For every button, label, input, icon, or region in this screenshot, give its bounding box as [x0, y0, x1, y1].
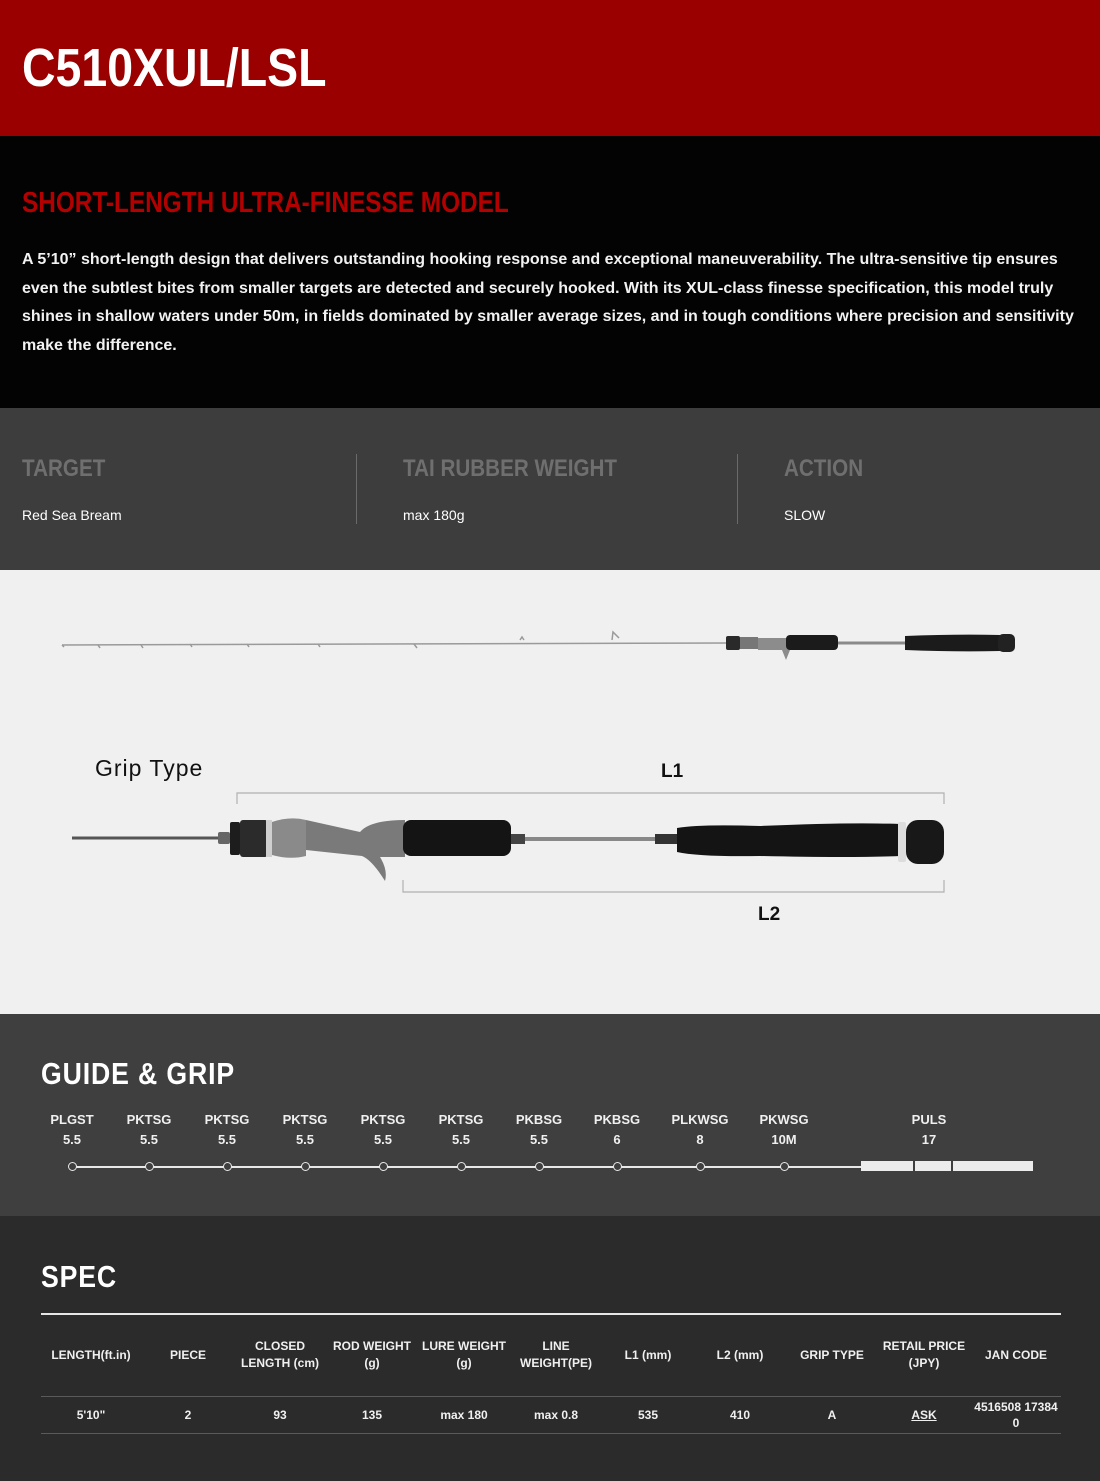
- spec-header: PIECE: [169, 1347, 206, 1362]
- grip-type-label: Grip Type: [95, 755, 204, 781]
- stat-action: [784, 454, 876, 524]
- guide-size: 5.5: [451, 1132, 471, 1147]
- guide-dot: [379, 1162, 388, 1171]
- spec-header: LINE WEIGHT(PE): [520, 1339, 592, 1371]
- stat-divider: [737, 454, 738, 524]
- guide-item: [265, 1110, 345, 1150]
- guide-dot: [68, 1162, 77, 1171]
- rod-image-panel: [0, 570, 1100, 1014]
- guide-size: 5.5: [529, 1132, 549, 1147]
- guide-name: PKTSG: [126, 1112, 172, 1127]
- intro-description: A 5’10” short-length design that delivers outstanding hooking response and exceptional maneuverability. The ultra-sensitive tip ensures even the subtlest bites from smaller targets are detected and securely hooked. With its XUL-class finesse specification, this model truly shines in shallow waters under 50m, in fields dominated by smaller average sizes, and in tough conditions where precision and sensitivity make the difference.: [22, 251, 1074, 354]
- stat-tai-rubber-weight: [403, 454, 652, 524]
- guide-dot: [535, 1162, 544, 1171]
- stat-target: [22, 454, 122, 524]
- guide-grip-section: [0, 1014, 1100, 1216]
- spec-cell: 5'10": [76, 1407, 106, 1422]
- table-row: [41, 1396, 1061, 1433]
- spec-header: L1 (mm): [624, 1347, 672, 1362]
- guide-name: PKBSG: [593, 1112, 641, 1127]
- stat-label: TAI RUBBER WEIGHT: [403, 455, 618, 482]
- stat-divider: [356, 454, 357, 524]
- spec-cell: [877, 1396, 971, 1433]
- spec-cell: max 0.8: [533, 1407, 579, 1422]
- spec-cell: 4516508 17384 0: [974, 1399, 1058, 1430]
- rod-illustration: [0, 570, 1100, 1014]
- spec-header: L2 (mm): [716, 1347, 764, 1362]
- guide-name: PLKWSG: [671, 1112, 729, 1127]
- stat-value: max 180g: [403, 507, 465, 523]
- grip-closeup-image: [72, 818, 944, 881]
- grip-item: [889, 1110, 969, 1150]
- spec-header: CLOSED LENGTH (cm): [241, 1339, 319, 1371]
- spec-header: ROD WEIGHT (g): [333, 1339, 411, 1371]
- stat-value: SLOW: [784, 507, 826, 523]
- guide-dot: [223, 1162, 232, 1171]
- grip-segment: [953, 1161, 1033, 1171]
- guide-name: PKBSG: [515, 1112, 563, 1127]
- grip-segment: [861, 1161, 913, 1171]
- dimension-l1-label: L1: [661, 761, 684, 782]
- spec-header: JAN CODE: [984, 1347, 1047, 1362]
- spec-header: RETAIL PRICE (JPY): [882, 1339, 966, 1371]
- guide-item: [577, 1110, 657, 1150]
- guide-item: [744, 1110, 824, 1150]
- stat-label: ACTION: [784, 455, 864, 482]
- spec-header: LENGTH(ft.in): [51, 1347, 131, 1362]
- guide-item: [187, 1110, 267, 1150]
- spec-cell: 2: [184, 1407, 192, 1422]
- spec-cell: 93: [273, 1407, 287, 1422]
- dimension-l2-label: L2: [758, 904, 781, 925]
- grip-size: 17: [921, 1132, 937, 1147]
- guide-dot: [145, 1162, 154, 1171]
- spec-header: LURE WEIGHT (g): [422, 1339, 506, 1371]
- spec-cell: max 180: [440, 1407, 488, 1422]
- guide-dot: [301, 1162, 310, 1171]
- spec-title: SPEC: [41, 1259, 118, 1294]
- guide-grip-title: GUIDE & GRIP: [41, 1056, 236, 1091]
- guide-dot: [613, 1162, 622, 1171]
- guide-size: 5.5: [373, 1132, 393, 1147]
- spec-table: [41, 1313, 1061, 1434]
- guide-size: 6: [613, 1132, 621, 1147]
- guide-name: PKWSG: [759, 1112, 809, 1127]
- guide-item: [343, 1110, 423, 1150]
- spec-cell: 535: [637, 1407, 659, 1422]
- retail-price-ask-link[interactable]: ASK: [911, 1407, 937, 1422]
- guide-line: [72, 1166, 861, 1168]
- guide-size: 5.5: [139, 1132, 159, 1147]
- guide-size: 8: [696, 1132, 704, 1147]
- guide-size: 5.5: [217, 1132, 237, 1147]
- guide-dot: [780, 1162, 789, 1171]
- stat-value: Red Sea Bream: [22, 507, 122, 523]
- guide-dot: [696, 1162, 705, 1171]
- guide-name: PKTSG: [282, 1112, 328, 1127]
- guide-dot: [457, 1162, 466, 1171]
- guide-size: 10M: [771, 1132, 797, 1147]
- guide-item: [660, 1110, 740, 1150]
- grip-name: PULS: [911, 1112, 947, 1127]
- guide-size: 5.5: [62, 1132, 82, 1147]
- guide-name: PLGST: [50, 1112, 94, 1127]
- model-header: [0, 0, 1100, 136]
- intro-heading: SHORT-LENGTH ULTRA-FINESSE MODEL: [22, 187, 509, 219]
- guide-item: [499, 1110, 579, 1150]
- model-title: C510XUL/LSL: [22, 38, 327, 98]
- spec-cell: A: [827, 1407, 837, 1422]
- guide-name: PKTSG: [438, 1112, 484, 1127]
- stats-section: [0, 408, 1100, 570]
- guide-name: PKTSG: [360, 1112, 406, 1127]
- intro-section: [0, 136, 1100, 408]
- guide-item: [32, 1110, 112, 1150]
- spec-cell: 410: [729, 1407, 751, 1422]
- grip-segment: [915, 1161, 951, 1171]
- stat-label: TARGET: [22, 455, 106, 482]
- spec-header-row: [41, 1314, 1061, 1396]
- spec-cell: 135: [361, 1407, 383, 1422]
- guide-item: [421, 1110, 501, 1150]
- guide-name: PKTSG: [204, 1112, 250, 1127]
- spec-section: [0, 1216, 1100, 1481]
- guide-size: 5.5: [295, 1132, 315, 1147]
- full-rod-image: [62, 632, 1015, 660]
- guide-item: [109, 1110, 189, 1150]
- spec-header: GRIP TYPE: [800, 1347, 864, 1362]
